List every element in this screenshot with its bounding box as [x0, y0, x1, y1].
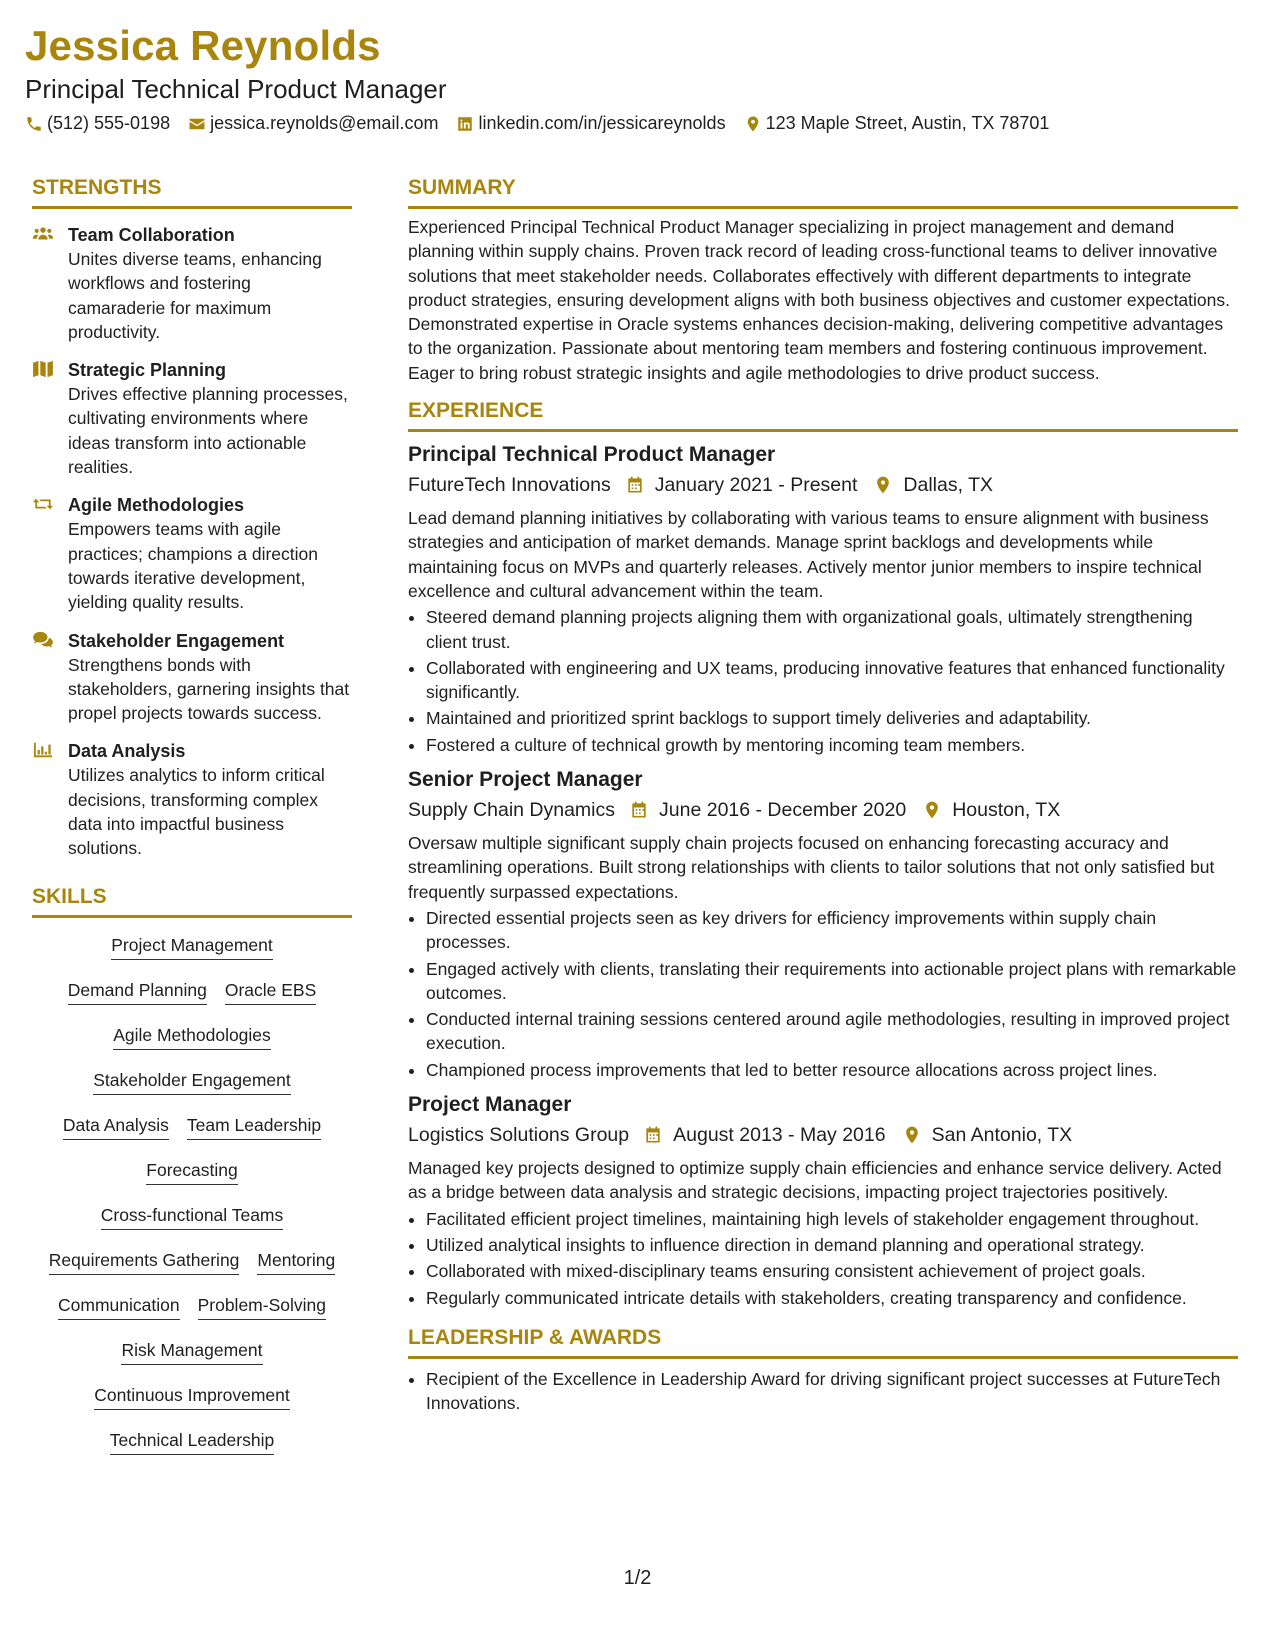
job-dates: January 2021 - Present	[654, 474, 858, 497]
summary-heading: SUMMARY	[408, 176, 1238, 209]
job-description: Managed key projects designed to optimize supply chain efficiencies and enhance service delivery. Acted as a bridge between data analysis and strategic decisions, impacting project trajectories positively.	[408, 1158, 1222, 1203]
strength-desc: Utilizes analytics to inform critical decisions, transforming complex data into impactful business solutions.	[68, 765, 325, 859]
map-pin-icon	[902, 1125, 922, 1145]
job-role: Senior Project Manager	[408, 768, 643, 792]
job-role: Project Manager	[408, 1093, 572, 1117]
job-bullet: • Engaged actively with clients, translating their requirements into actionable project plans with remarkable outcomes.	[426, 957, 1238, 1006]
job-role: Principal Technical Product Manager	[408, 443, 776, 467]
strength-desc: Empowers teams with agile practices; champions a direction towards iterative development, yielding quality results.	[68, 519, 318, 613]
job-bullets	[408, 605, 1238, 757]
contact-address	[744, 113, 1050, 134]
award-item: • Recipient of the Excellence in Leadership Award for driving significant project successes at FutureTech Innovations.	[426, 1367, 1238, 1416]
job-bullet: • Utilized analytical insights to influence direction in demand planning and operational strategy.	[426, 1233, 1238, 1257]
experience-heading: EXPERIENCE	[408, 399, 1238, 432]
strength-title: Stakeholder Engagement	[68, 630, 285, 651]
job-company: Logistics Solutions Group	[408, 1124, 630, 1147]
job-description: Lead demand planning initiatives by collaborating with various teams to ensure alignment with business strategies and anticipation of market demands. Manage sprint backlogs and developments while maintaining focus on MVPs and quarterly releases. Actively mentor junior members to inspire technical excellence and cultural advancement within the team.	[408, 508, 1209, 601]
calendar-icon	[643, 1125, 663, 1145]
map-pin-icon	[744, 115, 762, 133]
job-bullet: • Collaborated with mixed-disciplinary teams ensuring consistent achievement of project goals.	[426, 1259, 1238, 1283]
strength-title: Strategic Planning	[68, 360, 227, 381]
awards-heading: LEADERSHIP & AWARDS	[408, 1326, 1238, 1359]
skills-heading: SKILLS	[32, 885, 352, 918]
page-number: 1/2	[623, 1567, 652, 1589]
job-bullet: • Regularly communicated intricate details with stakeholders, creating transparency and confidence.	[426, 1286, 1238, 1310]
strength-item	[32, 739, 352, 860]
job-bullet: • Championed process improvements that led to better resource allocations across project lines.	[426, 1058, 1238, 1082]
skill-tag: Agile Methodologies	[113, 1024, 271, 1050]
strength-item	[32, 629, 352, 726]
experience-entry	[408, 765, 1238, 1082]
users-icon	[32, 225, 54, 243]
contact-email-text[interactable]: jessica.reynolds@email.com	[210, 113, 439, 133]
strength-desc: Drives effective planning processes, cultivating environments where ideas transform into actionable realities.	[68, 384, 348, 478]
envelope-icon	[188, 115, 206, 133]
skill-tag: Cross-functional Teams	[101, 1204, 284, 1230]
job-location: San Antonio, TX	[931, 1124, 1073, 1147]
job-dates: August 2013 - May 2016	[673, 1124, 886, 1147]
candidate-headline: Principal Technical Product Manager	[25, 74, 447, 104]
contact-bar	[25, 113, 1049, 134]
skills-list	[32, 934, 352, 1474]
experience-entry	[408, 440, 1238, 757]
strength-title: Agile Methodologies	[68, 495, 245, 516]
skill-tag: Technical Leadership	[110, 1429, 274, 1455]
contact-phone	[25, 113, 170, 134]
strength-item	[32, 223, 352, 344]
job-bullet: • Maintained and prioritized sprint backlogs to support timely deliveries and adaptability.	[426, 706, 1238, 730]
job-bullet: • Collaborated with engineering and UX teams, producing innovative features that enhanced functionality significantly.	[426, 656, 1238, 705]
skill-tag: Demand Planning	[68, 979, 207, 1005]
contact-email[interactable]	[188, 113, 438, 134]
awards-list	[408, 1367, 1238, 1416]
skill-tag: Mentoring	[257, 1249, 335, 1275]
right-column	[408, 176, 1238, 1417]
job-bullet: • Fostered a culture of technical growth by mentoring incoming team members.	[426, 733, 1238, 757]
summary-text: Experienced Principal Technical Product Manager specializing in project management and demand planning within supply chains. Proven track record of leading cross-functional teams to deliver innovative solutions that meet stakeholder needs. Collaborates effectively with different departments to integrate product strategies, ensuring development aligns with both business objectives and customer expectations. Demonstrated expertise in Oracle systems enhances decision-making, delivering competitive advantages to the organization. Passionate about mentoring team members and fostering continuous improvement. Eager to bring robust strategic insights and agile methodologies to drive product success.	[408, 217, 1230, 383]
calendar-icon	[625, 475, 645, 495]
skill-tag: Team Leadership	[187, 1114, 321, 1140]
retweet-icon	[32, 495, 54, 513]
skill-tag: Oracle EBS	[225, 979, 316, 1005]
skill-tag: Data Analysis	[63, 1114, 169, 1140]
bar-chart-icon	[32, 741, 54, 759]
job-company: Supply Chain Dynamics	[408, 799, 616, 822]
contact-phone-text: (512) 555-0198	[47, 113, 171, 133]
strength-desc: Strengthens bonds with stakeholders, garnering insights that propel projects towards success.	[68, 654, 350, 724]
job-bullet: • Directed essential projects seen as key drivers for efficiency improvements within supply chain processes.	[426, 906, 1238, 955]
strength-item	[32, 493, 352, 614]
job-location: Dallas, TX	[903, 474, 993, 497]
comments-icon	[32, 631, 54, 649]
strengths-heading: STRENGTHS	[32, 176, 352, 209]
skill-tag: Risk Management	[121, 1339, 262, 1365]
strength-title: Team Collaboration	[68, 225, 235, 245]
map-icon	[32, 360, 54, 378]
skill-tag: Project Management	[111, 934, 272, 960]
job-company: FutureTech Innovations	[408, 474, 611, 497]
skill-tag: Forecasting	[146, 1159, 237, 1185]
map-pin-icon	[873, 475, 893, 495]
job-dates: June 2016 - December 2020	[659, 799, 907, 822]
calendar-icon	[629, 800, 649, 820]
strength-desc: Unites diverse teams, enhancing workflows and fostering camaraderie for maximum productivity.	[68, 249, 322, 342]
strength-item	[32, 358, 352, 479]
strength-title: Data Analysis	[68, 741, 186, 762]
skill-tag: Stakeholder Engagement	[93, 1069, 291, 1095]
candidate-name: Jessica Reynolds	[25, 22, 381, 69]
skill-tag: Requirements Gathering	[49, 1249, 240, 1275]
skill-tag: Problem-Solving	[198, 1294, 326, 1320]
phone-icon	[25, 115, 43, 133]
job-bullets	[408, 1207, 1238, 1310]
job-bullet: • Steered demand planning projects aligning them with organizational goals, ultimately strengthening client trust.	[426, 605, 1238, 654]
skill-tag: Continuous Improvement	[94, 1384, 290, 1410]
contact-address-text: 123 Maple Street, Austin, TX 78701	[765, 113, 1050, 133]
job-description: Oversaw multiple significant supply chain projects focused on enhancing forecasting accuracy and streamlining operations. Built strong relationships with clients to tailor solutions that not only satisfied but frequently surpassed expectations.	[408, 833, 1215, 902]
contact-linkedin-text[interactable]: linkedin.com/in/jessicareynolds	[478, 113, 726, 133]
job-location: Houston, TX	[952, 799, 1061, 822]
contact-linkedin[interactable]	[456, 113, 725, 134]
experience-entry	[408, 1090, 1238, 1310]
linkedin-icon	[456, 115, 474, 133]
job-bullet: • Conducted internal training sessions centered around agile methodologies, resulting in improved project execution.	[426, 1007, 1238, 1056]
job-bullets	[408, 906, 1238, 1082]
job-bullet: • Facilitated efficient project timelines, maintaining high levels of stakeholder engagement throughout.	[426, 1207, 1238, 1231]
left-column	[32, 176, 352, 1474]
skill-tag: Communication	[58, 1294, 180, 1320]
map-pin-icon	[922, 800, 942, 820]
